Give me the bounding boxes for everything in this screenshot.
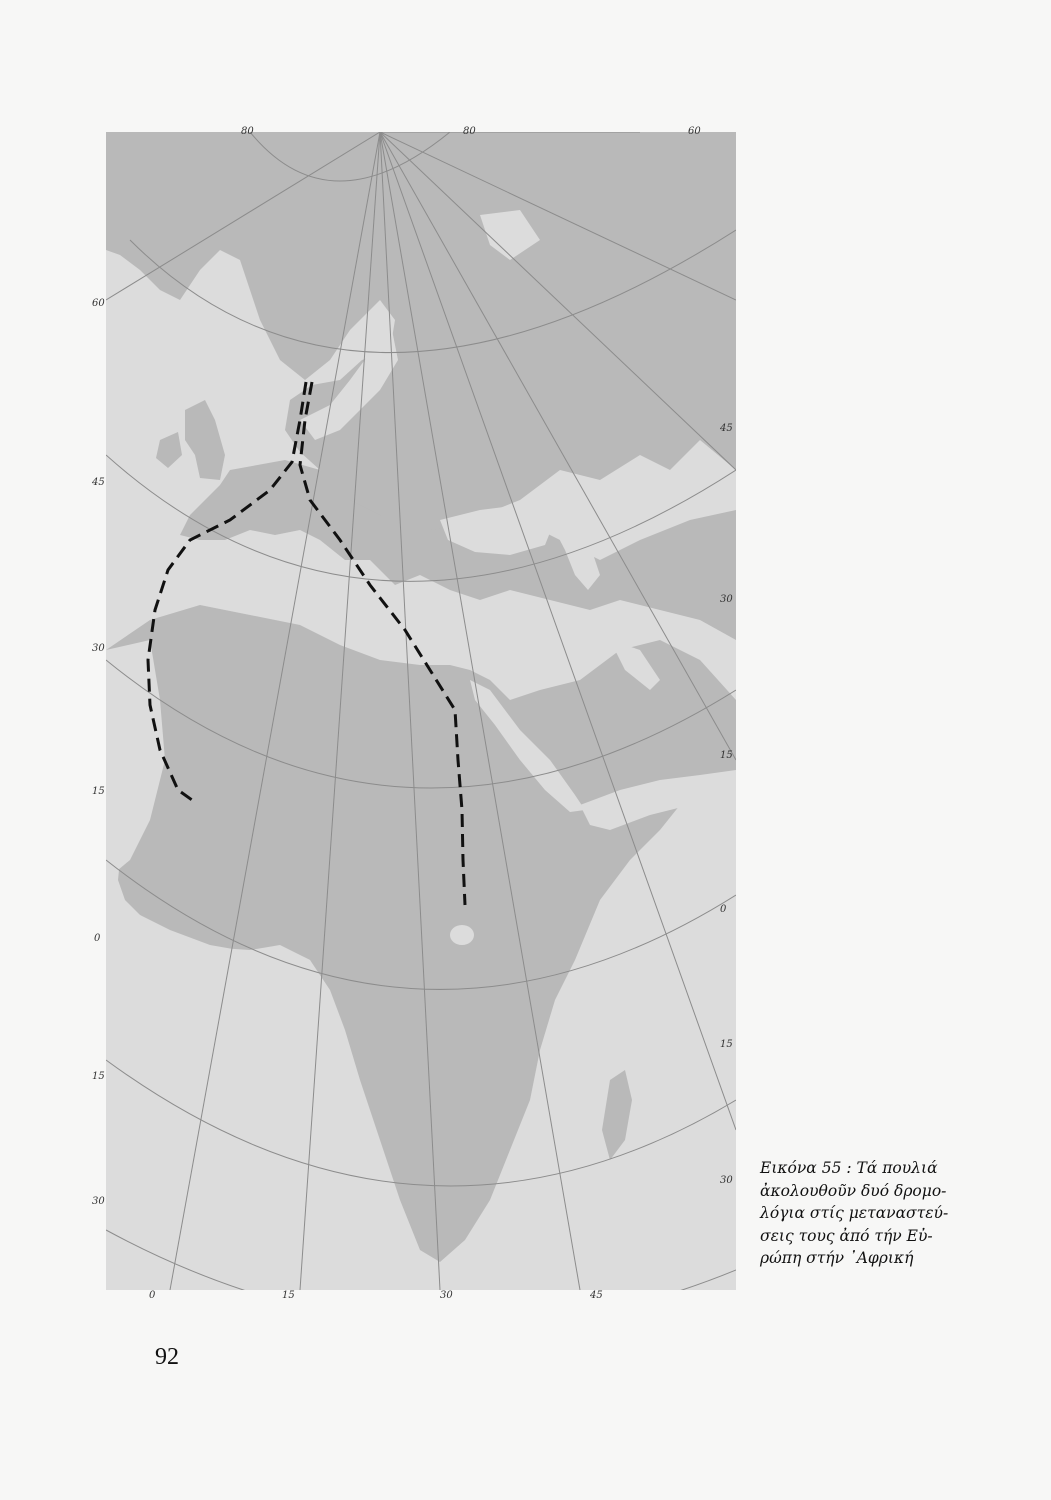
tick-bottom-3: 30 bbox=[440, 1290, 453, 1301]
tick-right-3: 15 bbox=[720, 750, 733, 761]
tick-left-3: 30 bbox=[92, 643, 105, 654]
tick-bottom-2: 15 bbox=[282, 1290, 295, 1301]
lake-victoria bbox=[450, 925, 474, 945]
tick-left-6: 15 bbox=[92, 1071, 105, 1082]
tick-top-1: 80 bbox=[241, 126, 254, 137]
tick-left-7: 30 bbox=[92, 1196, 105, 1207]
tick-bottom-4: 45 bbox=[590, 1290, 603, 1301]
tick-top-3: 60 bbox=[688, 126, 701, 137]
tick-right-5: 15 bbox=[720, 1039, 733, 1050]
tick-right-2: 30 bbox=[720, 594, 733, 605]
figure-caption bbox=[760, 1157, 972, 1270]
page-number: 92 bbox=[155, 1344, 179, 1370]
caption-line: Εικόνα 55 : Τά πουλιά bbox=[760, 1159, 938, 1177]
caption-line: λόγια στίς μεταναστεύ- bbox=[760, 1204, 949, 1222]
tick-top-2: 80 bbox=[463, 126, 476, 137]
tick-left-2: 45 bbox=[92, 477, 105, 488]
caption-line: ἀκολουθοῦν δυό δρομο- bbox=[760, 1181, 947, 1200]
tick-right-1: 45 bbox=[720, 423, 733, 434]
tick-bottom-1: 0 bbox=[149, 1290, 156, 1301]
caption-line: σεις τους ἀπό τήν Εὐ- bbox=[760, 1226, 933, 1245]
tick-right-6: 30 bbox=[720, 1175, 733, 1186]
tick-left-1: 60 bbox=[92, 298, 105, 309]
tick-left-4: 15 bbox=[92, 786, 105, 797]
tick-right-4: 0 bbox=[720, 904, 727, 915]
tick-left-5: 0 bbox=[94, 933, 101, 944]
caption-line: ρώπη στήν ᾿Αφρική bbox=[760, 1249, 914, 1267]
